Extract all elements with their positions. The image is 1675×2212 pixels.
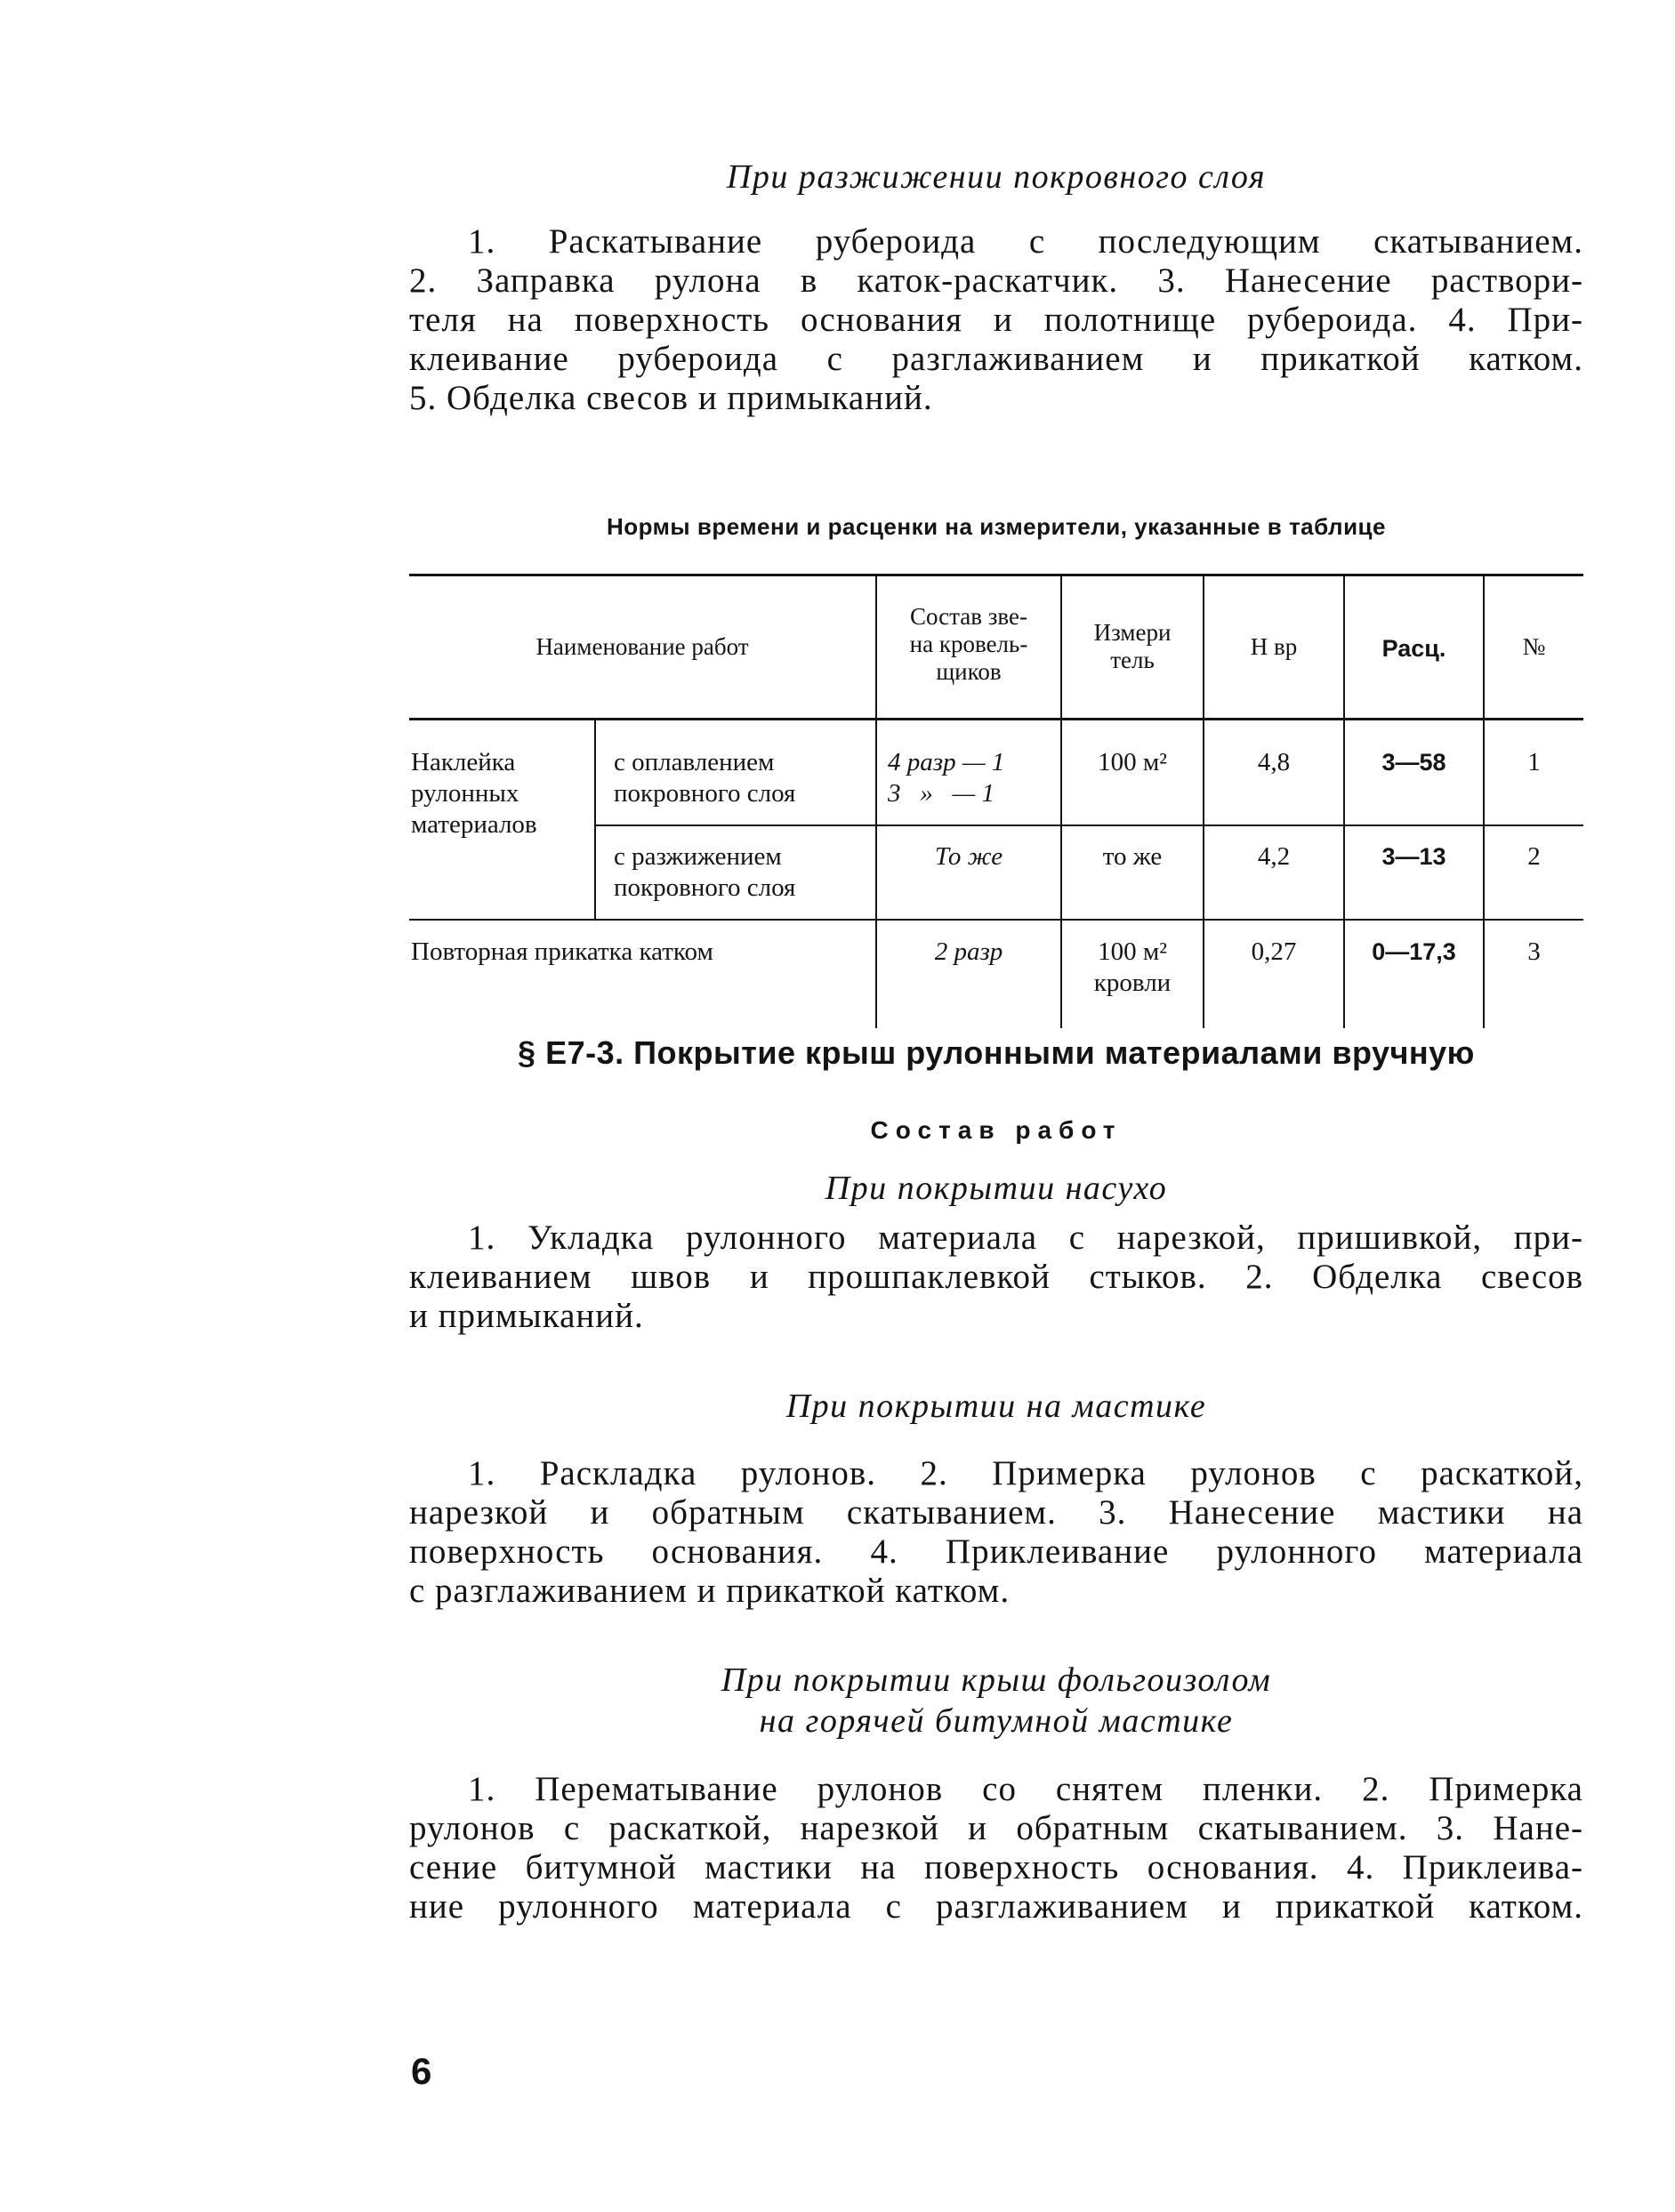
page-number: 6 xyxy=(411,2050,432,2092)
row-sub-line: покровного слоя xyxy=(614,873,796,902)
text-line: сение битумной мастики на поверхность основания. 4. Приклеива- xyxy=(409,1848,1583,1886)
paragraph-dry xyxy=(409,1219,1583,1336)
table-header-rule xyxy=(409,718,1583,720)
row-crew: То же xyxy=(934,842,1003,871)
row-unit-line: 100 м² xyxy=(1098,937,1167,966)
header-crew-line: Состав зве- xyxy=(909,603,1027,630)
text-line: клеивание рубероида с разглаживанием и прикаткой катком. xyxy=(409,340,1583,378)
header-crew-line: на кровель- xyxy=(909,631,1028,657)
row-sub-label xyxy=(614,841,872,904)
row-num: 2 xyxy=(1527,842,1541,871)
table-col-rule xyxy=(594,719,596,920)
group-label-line: материалов xyxy=(411,810,537,839)
header-norm: Н вр xyxy=(1250,633,1298,660)
paragraph-liquefying xyxy=(409,222,1583,418)
text-line: рулонов с раскаткой, нарезкой и обратным скатыванием. 3. Нане- xyxy=(409,1809,1583,1847)
text-line: клеиванием швов и прошпаклевкой стыков. 2. Обделка свесов xyxy=(409,1258,1583,1296)
row-sub-line: покровного слоя xyxy=(614,779,796,808)
subheading-liquefying: При разжижении покровного слоя xyxy=(726,158,1267,196)
section-title: § Е7-3. Покрытие крыш рулонными материалами вручную xyxy=(518,1034,1475,1071)
row-norm: 0,27 xyxy=(1251,937,1297,966)
header-crew-line: щиков xyxy=(936,658,1002,685)
row-unit: то же xyxy=(1102,842,1163,871)
table-row-divider xyxy=(409,919,1583,921)
row-sub-line: с разжижением xyxy=(614,842,782,871)
row-unit-line: кровли xyxy=(1093,969,1172,997)
row-crew-line: 3 » — 1 xyxy=(888,779,995,808)
text-line: нарезкой и обратным скатыванием. 3. Нанесение мастики на xyxy=(409,1493,1583,1532)
header-rate: Расц. xyxy=(1381,635,1446,662)
subheading-dry: При покрытии насухо xyxy=(825,1170,1168,1207)
row-crew: 2 разр xyxy=(934,937,1003,966)
group-label-line: рулонных xyxy=(411,779,519,808)
row-unit xyxy=(1062,937,1203,999)
row-unit: 100 м² xyxy=(1098,748,1167,776)
subheading-foil-line: на горячей битумной мастике xyxy=(759,1702,1234,1740)
header-unit-line: тель xyxy=(1110,647,1155,673)
text-line: ние рулонного материала с разглаживанием и прикаткой катком. xyxy=(409,1887,1583,1926)
table-row-divider xyxy=(594,824,1583,826)
text-line: 1. Укладка рулонного материала с нарезкой, пришивкой, при- xyxy=(468,1219,1583,1257)
section-subtitle: Состав работ xyxy=(870,1116,1123,1144)
subheading-mastic: При покрытии на мастике xyxy=(785,1388,1207,1425)
text-line: 5. Обделка свесов и примыканий. xyxy=(409,379,933,417)
row-sub-label xyxy=(614,747,872,809)
text-line: теля на поверхность основания и полотнище рубероида. 4. При- xyxy=(409,301,1583,339)
table-top-rule xyxy=(409,574,1583,576)
row-crew-line: 4 разр — 1 xyxy=(888,748,1005,776)
header-name: Наименование работ xyxy=(536,633,749,660)
paragraph-mastic xyxy=(409,1454,1583,1611)
text-line: 1. Перематывание рулонов со снятем пленки. 2. Примерка xyxy=(468,1770,1583,1808)
text-line: 1. Раскладка рулонов. 2. Примерка рулонов с раскаткой, xyxy=(468,1454,1583,1492)
row-crew xyxy=(888,747,1059,809)
row-num: 1 xyxy=(1527,748,1541,776)
row-rate: 0—17,3 xyxy=(1372,938,1456,965)
header-unit-line: Измери xyxy=(1093,619,1172,646)
text-line: 1. Раскатывание рубероида с последующим скатыванием. xyxy=(468,222,1583,261)
header-num: № xyxy=(1522,633,1546,660)
row-sub-line: с оплавлением xyxy=(614,748,775,776)
row-rate: 3—58 xyxy=(1381,749,1446,776)
subheading-foil-line: При покрытии крыш фольгоизолом xyxy=(721,1661,1272,1699)
paragraph-foil xyxy=(409,1770,1583,1926)
row-norm: 4,2 xyxy=(1257,842,1291,871)
text-line: и примыканий. xyxy=(409,1297,644,1335)
group-label-line: Наклейка xyxy=(411,748,516,776)
header-crew xyxy=(877,603,1060,686)
table-caption: Нормы времени и расценки на измерители, указанные в таблице xyxy=(606,513,1386,540)
header-unit xyxy=(1062,619,1203,674)
text-line: 2. Заправка рулона в каток-раскатчик. 3. Нанесение раствори- xyxy=(409,261,1583,300)
subheading-foil xyxy=(409,1660,1583,1741)
row-norm: 4,8 xyxy=(1257,748,1291,776)
group-label xyxy=(411,747,589,841)
row-rate: 3—13 xyxy=(1381,843,1446,870)
text-line: поверхность основания. 4. Приклеивание рулонного материала xyxy=(409,1532,1583,1571)
row-name: Повторная прикатка катком xyxy=(411,937,713,966)
row-num: 3 xyxy=(1527,937,1541,966)
text-line: с разглаживанием и прикаткой катком. xyxy=(409,1572,1011,1610)
